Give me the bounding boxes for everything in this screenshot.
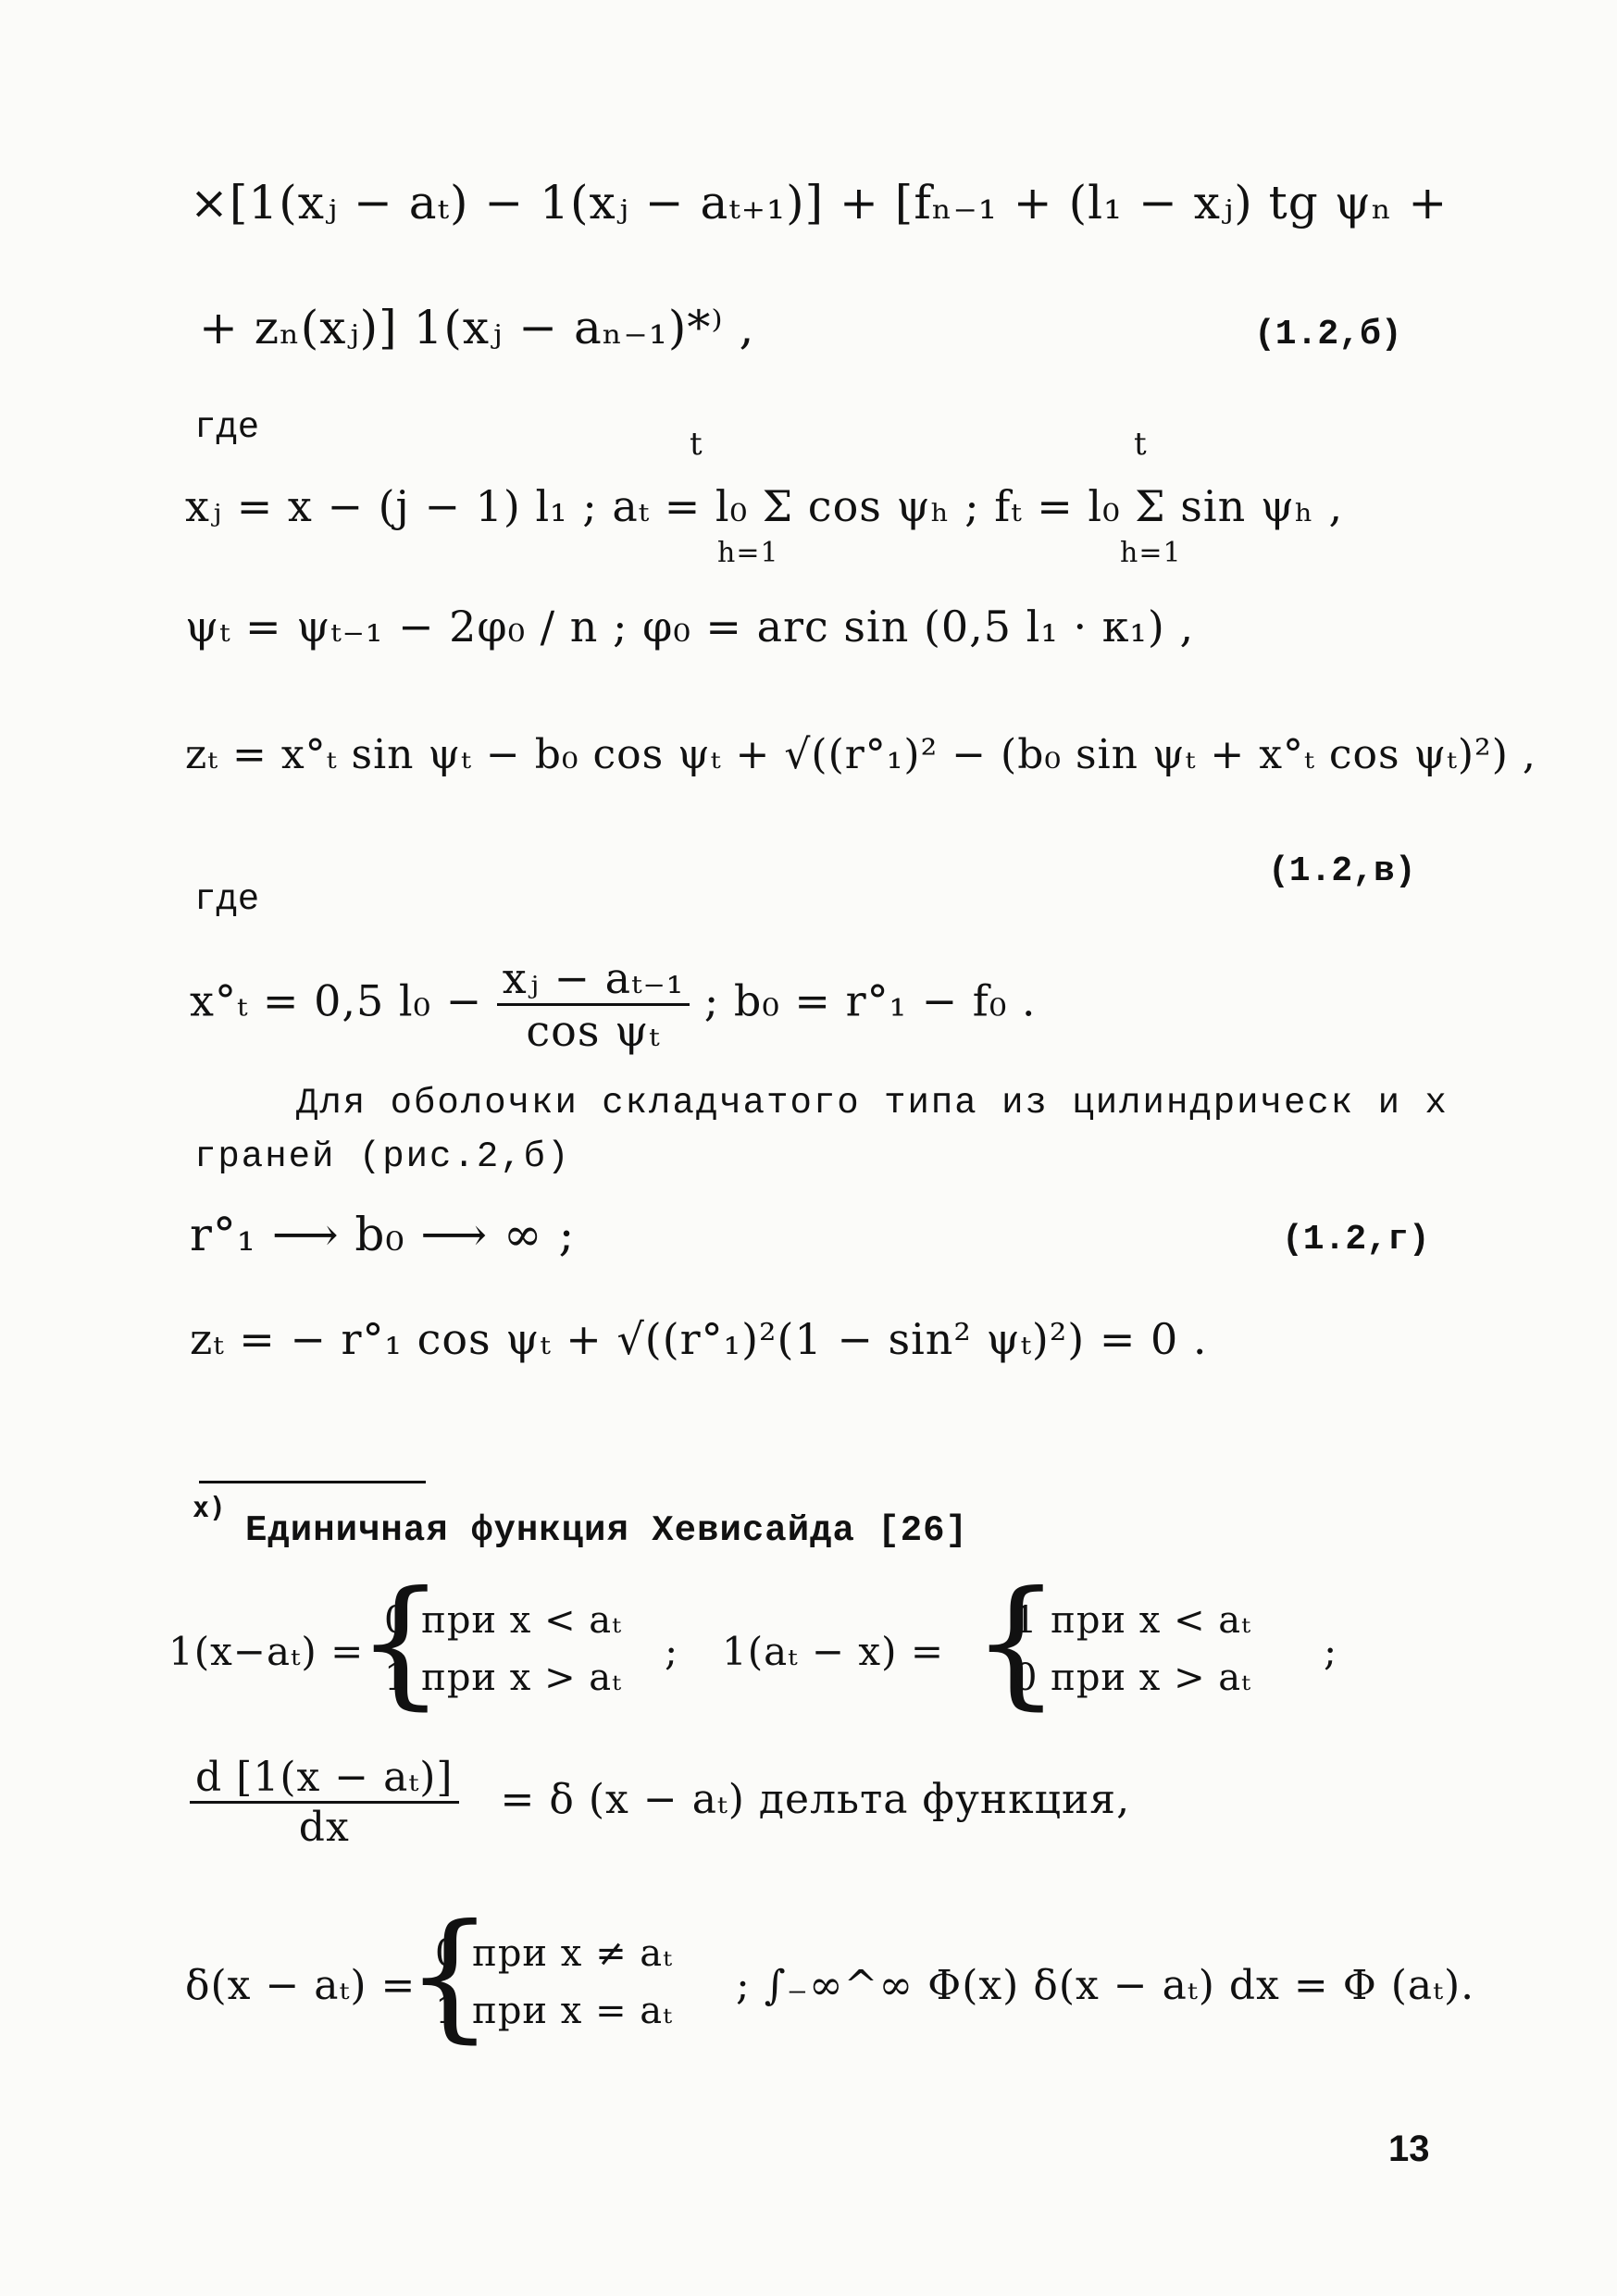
footnote-mark: x): [193, 1492, 227, 1524]
delta-case-1: 0 при x ≠ aₜ: [435, 1932, 674, 1975]
heaviside-case-1a: 0 при x < aₜ: [384, 1599, 623, 1642]
derivative-line: [190, 1754, 1130, 1851]
paragraph-line1: Для оболочки складчатого типа из цилиндрическ и х: [296, 1083, 1449, 1123]
heaviside-case-2b: 0 при x > aₜ: [1014, 1657, 1252, 1699]
definitions-line4-lhs: x°ₜ = 0,5 l₀ −: [190, 975, 483, 1026]
page-number: 13: [1388, 2128, 1430, 2169]
heaviside-cases-2: [1014, 1592, 1251, 1706]
derivative-fraction: [190, 1754, 459, 1851]
where-label-2: где: [194, 879, 260, 920]
delta-lhs: δ(x − aₜ) =: [185, 1962, 417, 2009]
sum-lower-limit-a: h=1: [717, 537, 779, 569]
delta-integral: ; ∫₋∞^∞ Φ(x) δ(x − aₜ) dx = Φ (aₜ).: [736, 1962, 1475, 2009]
fraction-numerator: xⱼ − aₜ₋₁: [497, 953, 690, 1006]
left-brace-icon: {: [972, 1562, 1061, 1723]
heaviside-separator: ;: [665, 1629, 679, 1674]
derivative-rhs: = δ (x − aₜ) дельта функция,: [500, 1776, 1131, 1823]
sum-lower-limit-f: h=1: [1120, 537, 1182, 569]
equation-number-1-2v: (1.2,в): [1268, 851, 1416, 891]
derivative-denominator: dx: [298, 1804, 350, 1851]
derivative-numerator: d [1(x − aₜ)]: [190, 1754, 459, 1804]
delta-case-2: 1 при x = aₜ: [435, 1990, 674, 2032]
heaviside-lhs-2: 1(aₜ − x) =: [722, 1629, 945, 1674]
sum-upper-limit-a: t: [690, 426, 703, 463]
equation-1-2g-line2: zₜ = − r°₁ cos ψₜ + √((r°₁)²(1 − sin² ψₜ)²) = 0 .: [190, 1314, 1208, 1364]
left-brace-icon: {: [405, 1895, 494, 2056]
where-label-1: где: [194, 407, 260, 448]
heaviside-end: ;: [1324, 1629, 1338, 1674]
definitions-line4-rhs: ; b₀ = r°₁ − f₀ .: [703, 975, 1037, 1026]
delta-cases: [435, 1925, 673, 2040]
definitions-line2: ψₜ = ψₜ₋₁ − 2φ₀ / n ; φ₀ = arc sin (0,5 l₁ · κ₁) ,: [185, 602, 1195, 652]
footnote-text: Единичная функция Хевисайда [26]: [245, 1510, 968, 1551]
equation-number-1-2b: (1.2,б): [1254, 315, 1402, 354]
definitions-line4-fraction: [497, 953, 690, 1056]
heaviside-lhs-1: 1(x−aₜ) =: [168, 1629, 365, 1674]
equation-1-2b-line1: ×[1(xⱼ − aₜ) − 1(xⱼ − aₜ₊₁)] + [fₙ₋₁ + (l₁ − xⱼ) tg ψₙ +: [190, 176, 1449, 230]
left-brace-icon: {: [356, 1562, 445, 1723]
definitions-line4: [190, 953, 1037, 1056]
definitions-line1: xⱼ = x − (j − 1) l₁ ; aₜ = l₀ Σ cos ψₕ ; fₜ = l₀ Σ sin ψₕ ,: [185, 481, 1344, 531]
equation-1-2b-line2: + zₙ(xⱼ)] 1(xⱼ − aₙ₋₁)*⁾ ,: [199, 301, 755, 354]
heaviside-case-2a: 1 при x < aₜ: [1014, 1599, 1252, 1642]
sum-upper-limit-f: t: [1134, 426, 1148, 463]
definitions-line3: zₜ = x°ₜ sin ψₜ − b₀ cos ψₜ + √((r°₁)² − (b₀ sin ψₜ + x°ₜ cos ψₜ)²) ,: [185, 731, 1536, 778]
equation-number-1-2g: (1.2,г): [1282, 1220, 1430, 1260]
footnote-rule: [199, 1481, 426, 1483]
fraction-denominator: cos ψₜ: [526, 1006, 661, 1056]
paragraph-line2: граней (рис.2,б): [194, 1136, 571, 1177]
equation-1-2g-line1: r°₁ ⟶ b₀ ⟶ ∞ ;: [190, 1208, 576, 1261]
heaviside-cases-1: [384, 1592, 622, 1706]
heaviside-case-1b: 1 при x > aₜ: [384, 1657, 623, 1699]
